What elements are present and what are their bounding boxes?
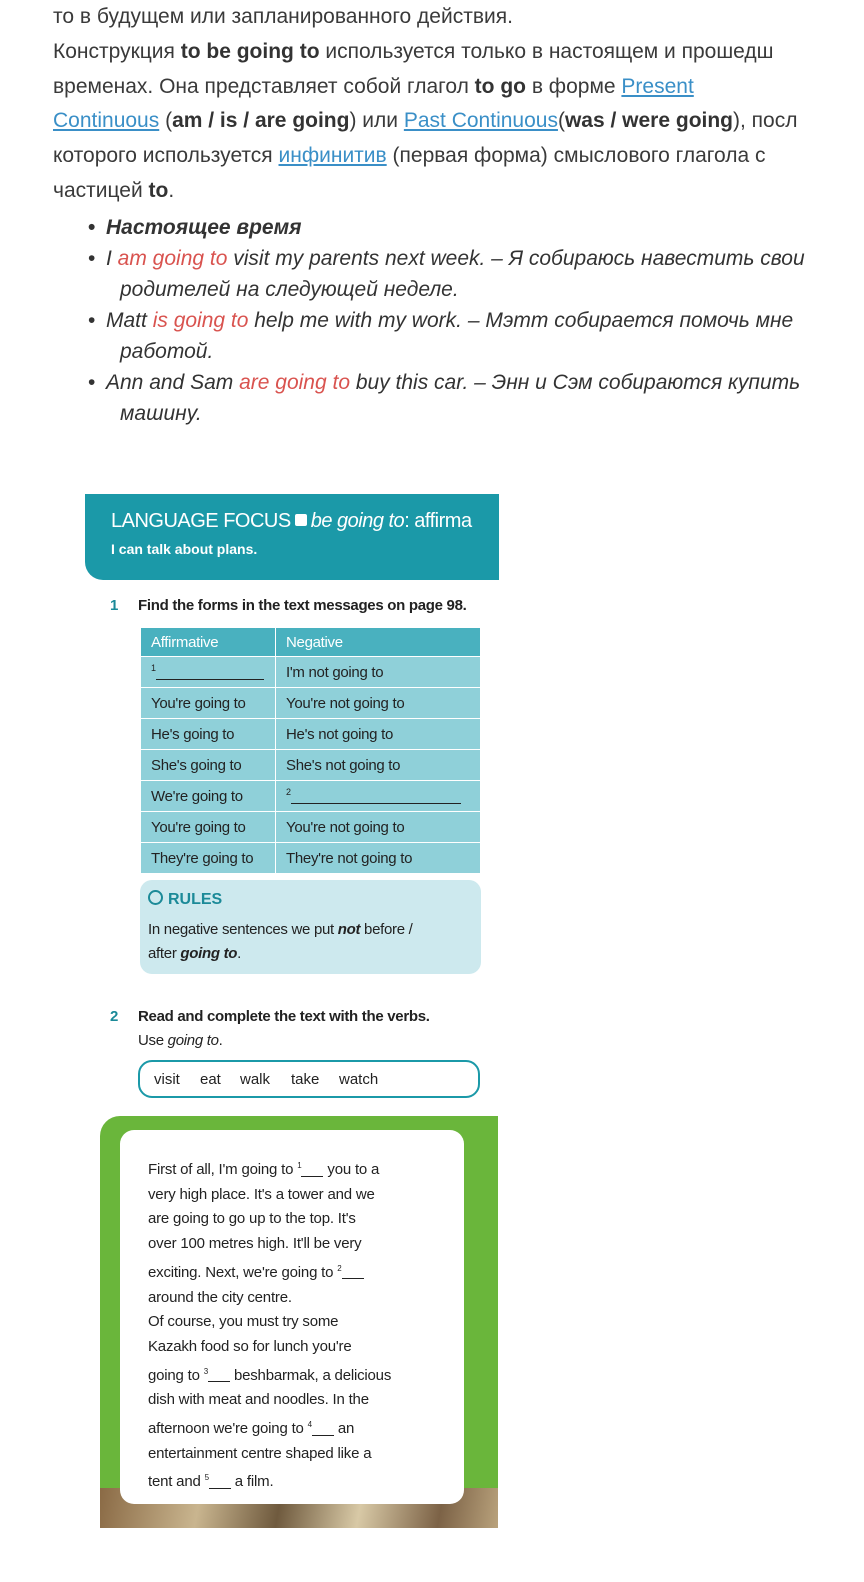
banner-subtitle: I can talk about plans. (111, 541, 258, 557)
text-line: Continuous (am / is / are going) или Past Continuous(was / were going), посл (53, 109, 798, 133)
table-cell: We're going to (141, 781, 276, 812)
table-row (141, 719, 481, 750)
text-line: Конструкция to be going to используется только в настоящем и прошедш (53, 39, 774, 63)
square-icon (295, 514, 307, 526)
list-item-continuation: машину. (120, 402, 202, 425)
word-box-item: eat (200, 1071, 221, 1088)
text-line: временах. Она представляет собой глагол to go в форме Present (53, 74, 694, 98)
list-item: • Ann and Sam are going to buy this car. – Энн и Сэм собираются купить (88, 367, 864, 398)
table-cell: You're going to (141, 812, 276, 843)
rules-box (140, 880, 481, 974)
table-cell: You're not going to (276, 688, 481, 719)
answer-blank[interactable] (301, 1164, 323, 1177)
text-line: частицей to. (53, 178, 175, 202)
table-header: Affirmative (141, 628, 276, 657)
link-past-continuous[interactable]: Past Continuous (403, 109, 558, 133)
table-cell: He's not going to (276, 719, 481, 750)
table-cell: They're going to (141, 843, 276, 874)
word-box-item: watch (339, 1071, 379, 1088)
link-present[interactable]: Present (621, 74, 694, 98)
exercise-instruction: Read and complete the text with the verbs. Use going to. (138, 1008, 430, 1049)
table-row (141, 657, 481, 688)
example-list (88, 212, 864, 429)
list-item-continuation: работой. (120, 340, 214, 363)
list-item-continuation: родителей на следующей неделе. (120, 278, 459, 301)
word-box-item: take (291, 1071, 320, 1088)
table-cell: You're going to (141, 688, 276, 719)
link-infinitive[interactable]: инфинитив (278, 144, 387, 168)
table-row (141, 688, 481, 719)
story-panel (100, 1116, 498, 1528)
table-cell-blank[interactable]: 2 (276, 781, 481, 812)
table-header: Negative (276, 628, 481, 657)
banner-title: LANGUAGE FOCUS be going to: affirma (111, 510, 472, 532)
table-row (141, 843, 481, 874)
text-line: то в будущем или запланированного действия. (53, 5, 513, 28)
table-cell: She's going to (141, 750, 276, 781)
list-heading: • Настоящее время (88, 212, 864, 243)
table-cell: She's not going to (276, 750, 481, 781)
exercise-number: 2 (110, 1008, 119, 1025)
word-box-item: walk (240, 1071, 271, 1088)
table-row (141, 781, 481, 812)
table-cell: They're not going to (276, 843, 481, 874)
table-cell: He's going to (141, 719, 276, 750)
table-cell: I'm not going to (276, 657, 481, 688)
rules-text: In negative sentences we put not before / after going to. (148, 921, 413, 962)
table-row (141, 750, 481, 781)
forms-table (140, 627, 481, 874)
exercise-number: 1 (110, 597, 119, 614)
word-box (138, 1060, 480, 1098)
list-item: • I am going to visit my parents next week. – Я собираюсь навестить свои (88, 243, 864, 274)
table-row (141, 812, 481, 843)
table-cell-blank[interactable]: 1 (141, 657, 276, 688)
circle-icon (148, 890, 163, 905)
answer-blank[interactable] (208, 1369, 230, 1382)
language-focus-banner (85, 494, 499, 580)
answer-blank[interactable] (312, 1423, 334, 1436)
story-card (120, 1130, 464, 1504)
list-item: • Matt is going to help me with my work. – Мэтт собирается помочь мне (88, 305, 864, 336)
text-line: которого используется инфинитив (первая форма) смыслового глагола с (53, 144, 766, 168)
link-continuous[interactable]: Continuous (53, 109, 160, 133)
answer-blank[interactable] (209, 1476, 231, 1489)
story-text: First of all, I'm going to $^1$ you to a very high place. It's a tower and we are going to go up to the top. It's over 100 metres high. It'll be very exciting. Next, we're going to $^2$ around the city centre. Of course, you must try some Kazakh food so for lunch you're going to $^3$ beshbarmak, a delicious dish with meat and noodles. In the afternoon we're going to $^4$ an entertainment centre shaped like a tent and $^5$ a film. (148, 1161, 392, 1491)
answer-blank[interactable] (342, 1266, 364, 1279)
table-cell: You're not going to (276, 812, 481, 843)
exercise-instruction: Find the forms in the text messages on page 98. (138, 597, 467, 614)
grammar-explanation (53, 0, 864, 209)
rules-heading: RULES (148, 890, 222, 909)
word-box-item: visit (154, 1071, 180, 1088)
